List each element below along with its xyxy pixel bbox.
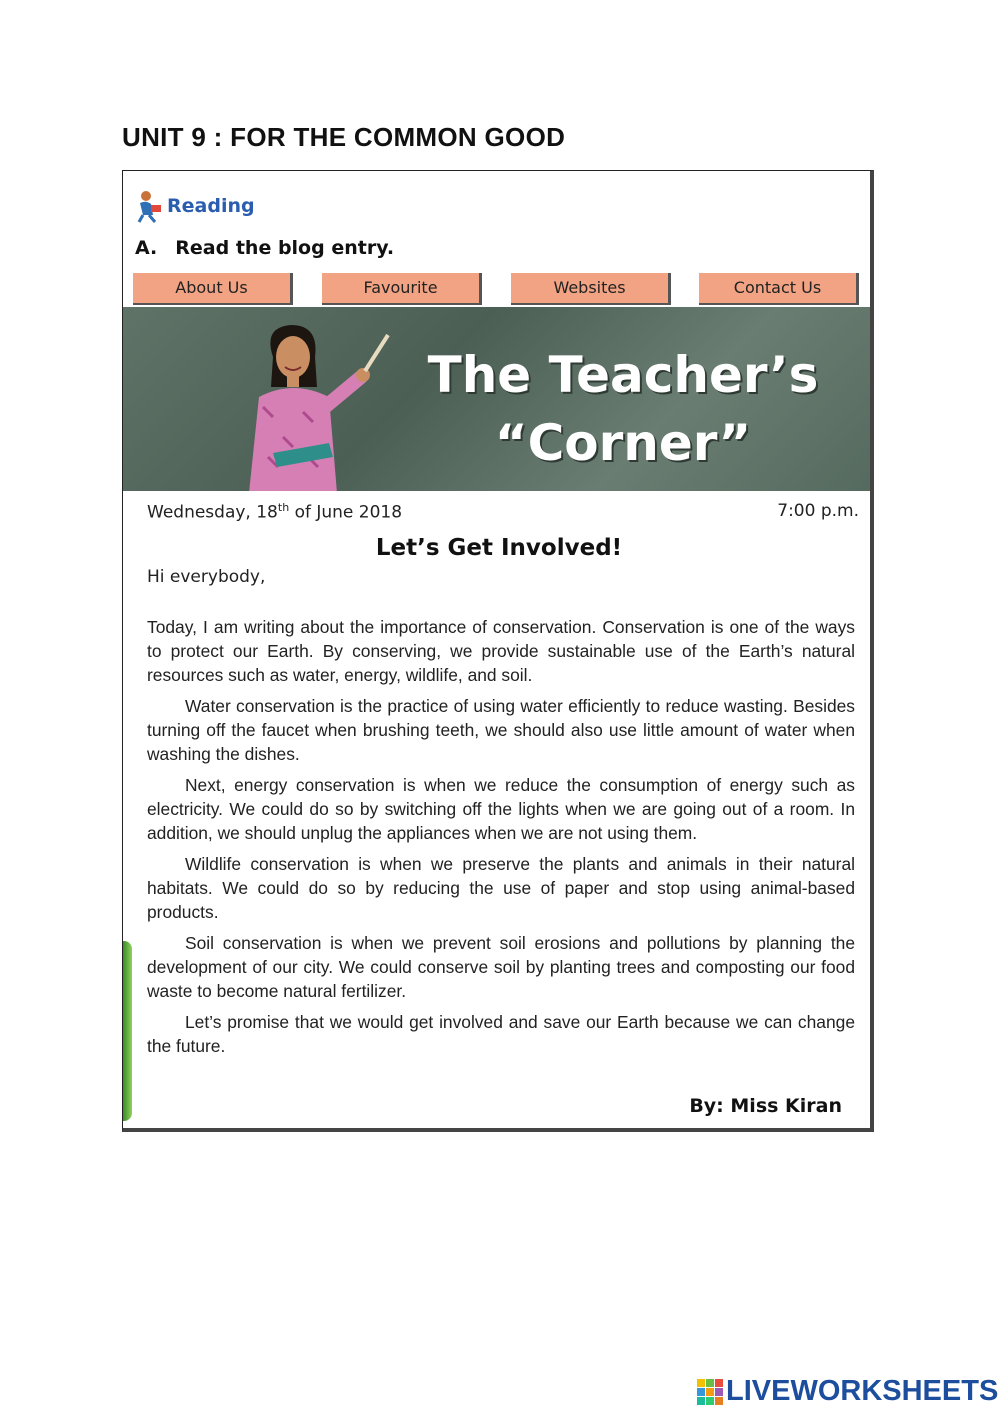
paragraph: Let’s promise that we would get involved and save our Earth because we can change the future. — [147, 1012, 855, 1056]
post-title: Let’s Get Involved! — [375, 535, 623, 561]
paragraph: Soil conservation is when we prevent soil erosions and pollutions by planning the development of our city. We could conserve soil by planting trees and composting our food waste to become natural fertilizer. — [147, 933, 855, 1001]
blog-frame — [122, 170, 874, 1132]
banner-title-line1: The Teacher’s — [427, 346, 819, 404]
instruction-letter: A. — [135, 237, 158, 259]
tab-about-us[interactable]: About Us — [133, 273, 293, 305]
post-body — [147, 615, 855, 1065]
post-date: Wednesday, 18th of June 2018 — [147, 501, 403, 523]
paragraph: Water conservation is the practice of using water efficiently to reduce wasting. Besides turning off the faucet when brushing teeth, we should also use little amount of water when washing the dishes. — [147, 696, 855, 764]
decorative-leaf — [123, 941, 132, 1121]
tab-contact-us[interactable]: Contact Us — [699, 273, 859, 305]
reading-header — [135, 189, 255, 223]
liveworksheets-logo — [697, 1375, 998, 1408]
instruction — [135, 237, 394, 259]
unit-title: UNIT 9 : FOR THE COMMON GOOD — [122, 122, 566, 152]
tab-favourite[interactable]: Favourite — [322, 273, 482, 305]
reading-label: Reading — [167, 195, 255, 217]
banner-title-line2: “Corner” — [494, 414, 752, 472]
post-time: 7:00 p.m. — [777, 501, 859, 521]
liveworksheets-mark-icon — [697, 1379, 723, 1405]
paragraph: Next, energy conservation is when we reduce the consumption of energy such as electricity. We could do so by switching off the lights when we are going out of a room. In addition, we should unplug the appliances when we are not using them. — [147, 775, 855, 843]
liveworksheets-brand: LIVEWORKSHEETS — [726, 1375, 999, 1407]
blog-banner — [123, 307, 874, 491]
banner-title — [423, 341, 823, 477]
tab-websites[interactable]: Websites — [511, 273, 671, 305]
post-greeting: Hi everybody, — [147, 567, 266, 587]
paragraph: Today, I am writing about the importance of conservation. Conservation is one of the ways to protect our Earth. By conserving, we provide sustainable use of the Earth’s natural resources such as water, energy, wildlife, and soil. — [147, 617, 855, 685]
paragraph: Wildlife conservation is when we preserve the plants and animals in their natural habitats. We could do so by reducing the use of paper and stop using animal-based products. — [147, 854, 855, 922]
teacher-illustration — [233, 317, 393, 491]
post-signature: By: Miss Kiran — [689, 1095, 842, 1117]
reader-icon — [135, 189, 165, 223]
instruction-text: Read the blog entry. — [175, 237, 395, 259]
blog-nav — [131, 273, 871, 307]
